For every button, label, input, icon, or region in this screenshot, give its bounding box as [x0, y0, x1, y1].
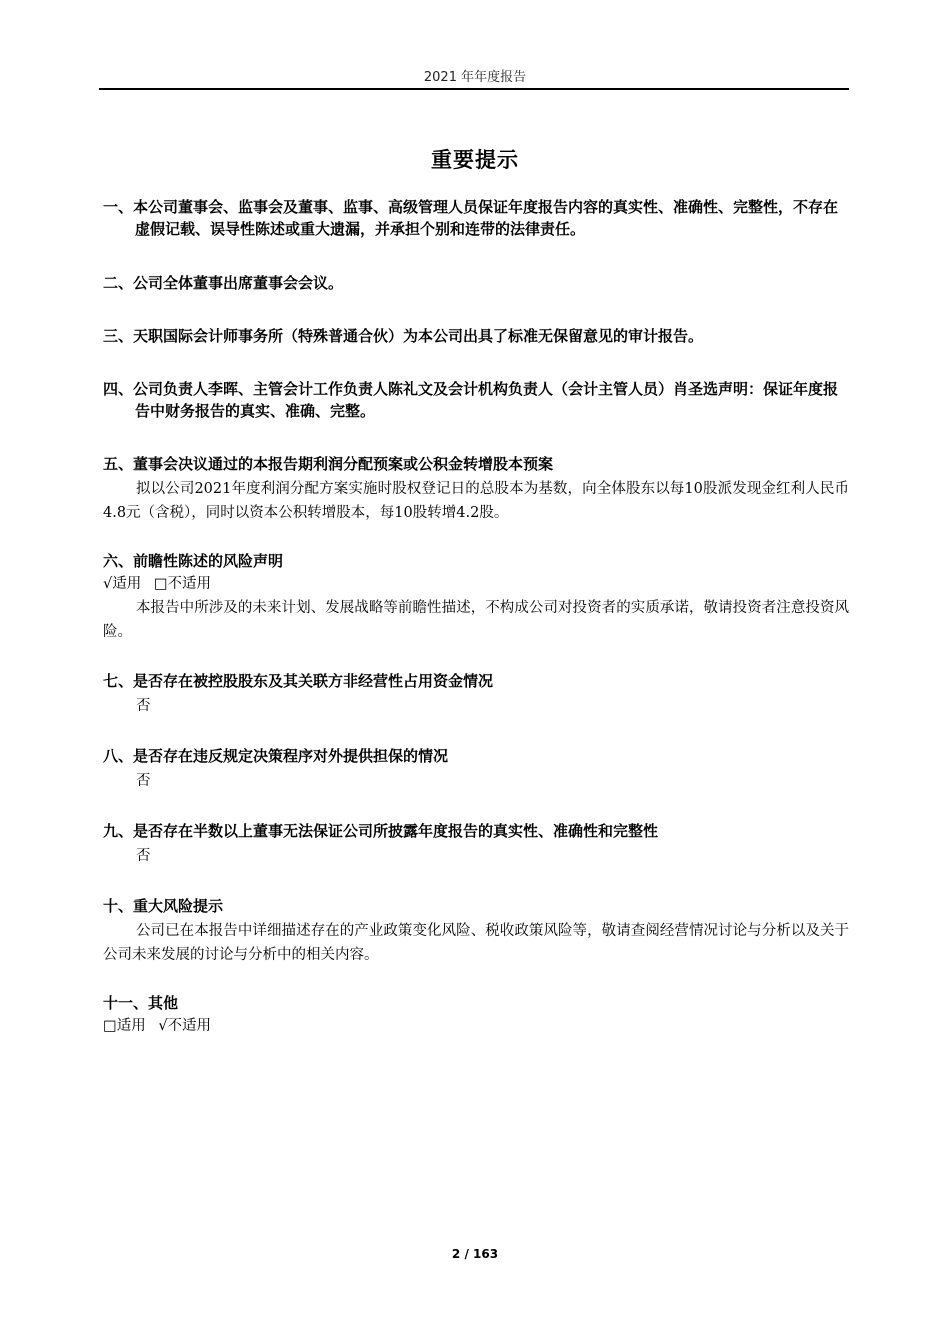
section-11-options: [103, 1014, 849, 1038]
section-7-answer: 否: [136, 698, 151, 714]
section-7-title: 七、是否存在被控股股东及其关联方非经营性占用资金情况: [103, 672, 494, 690]
applicable-option: □适用: [103, 1018, 146, 1034]
section-5-title: 五、董事会决议通过的本报告期利润分配预案或公积金转增股本预案: [103, 455, 554, 473]
section-1-title: 一、本公司董事会、监事会及董事、监事、高级管理人员保证年度报告内容的真实性、准确性、完整性，不存在虚假记载、误导性陈述或重大遗漏，并承担个别和连带的法律责任。: [103, 198, 839, 238]
applicable-checked-option: √适用: [103, 576, 142, 592]
header-divider: [99, 88, 849, 90]
section-2-title: 二、公司全体董事出席董事会会议。: [103, 274, 344, 292]
running-header: 2021 年年度报告: [423, 70, 527, 85]
section-8-title: 八、是否存在违反规定决策程序对外提供担保的情况: [103, 747, 449, 765]
section-5-body: 拟以公司2021年度利润分配方案实施时股权登记日的总股本为基数，向全体股东以每10股派发现金红利人民币4.8元（含税），同时以资本公积转增股本，每10股转增4.2股。: [103, 481, 849, 521]
section-6-title: 六、前瞻性陈述的风险声明: [103, 552, 284, 570]
section-3-title: 三、天职国际会计师事务所（特殊普通合伙）为本公司出具了标准无保留意见的审计报告。: [103, 327, 704, 345]
section-9-title: 九、是否存在半数以上董事无法保证公司所披露年度报告的真实性、准确性和完整性: [103, 822, 659, 840]
section-10-title: 十、重大风险提示: [103, 897, 224, 915]
section-10-body: 公司已在本报告中详细描述存在的产业政策变化风险、税收政策风险等，敬请查阅经营情况讨论与分析以及关于公司未来发展的讨论与分析中的相关内容。: [103, 923, 849, 963]
page-number: 2 / 163: [451, 1247, 499, 1261]
section-11-title: 十一、其他: [103, 994, 179, 1012]
section-6-options: [103, 572, 849, 596]
section-9-answer: 否: [136, 848, 151, 864]
page-title: 重要提示: [431, 148, 519, 172]
section-4-title: 四、公司负责人李晖、主管会计工作负责人陈礼文及会计机构负责人（会计主管人员）肖圣选声明：保证年度报告中财务报告的真实、准确、完整。: [103, 380, 839, 420]
not-applicable-checked-option: √不适用: [158, 1018, 212, 1034]
not-applicable-option: □不适用: [153, 576, 212, 592]
section-8-answer: 否: [136, 773, 151, 789]
section-6-body: 本报告中所涉及的未来计划、发展战略等前瞻性描述，不构成公司对投资者的实质承诺，敬请投资者注意投资风险。: [103, 600, 849, 640]
document-body: [103, 196, 849, 1038]
